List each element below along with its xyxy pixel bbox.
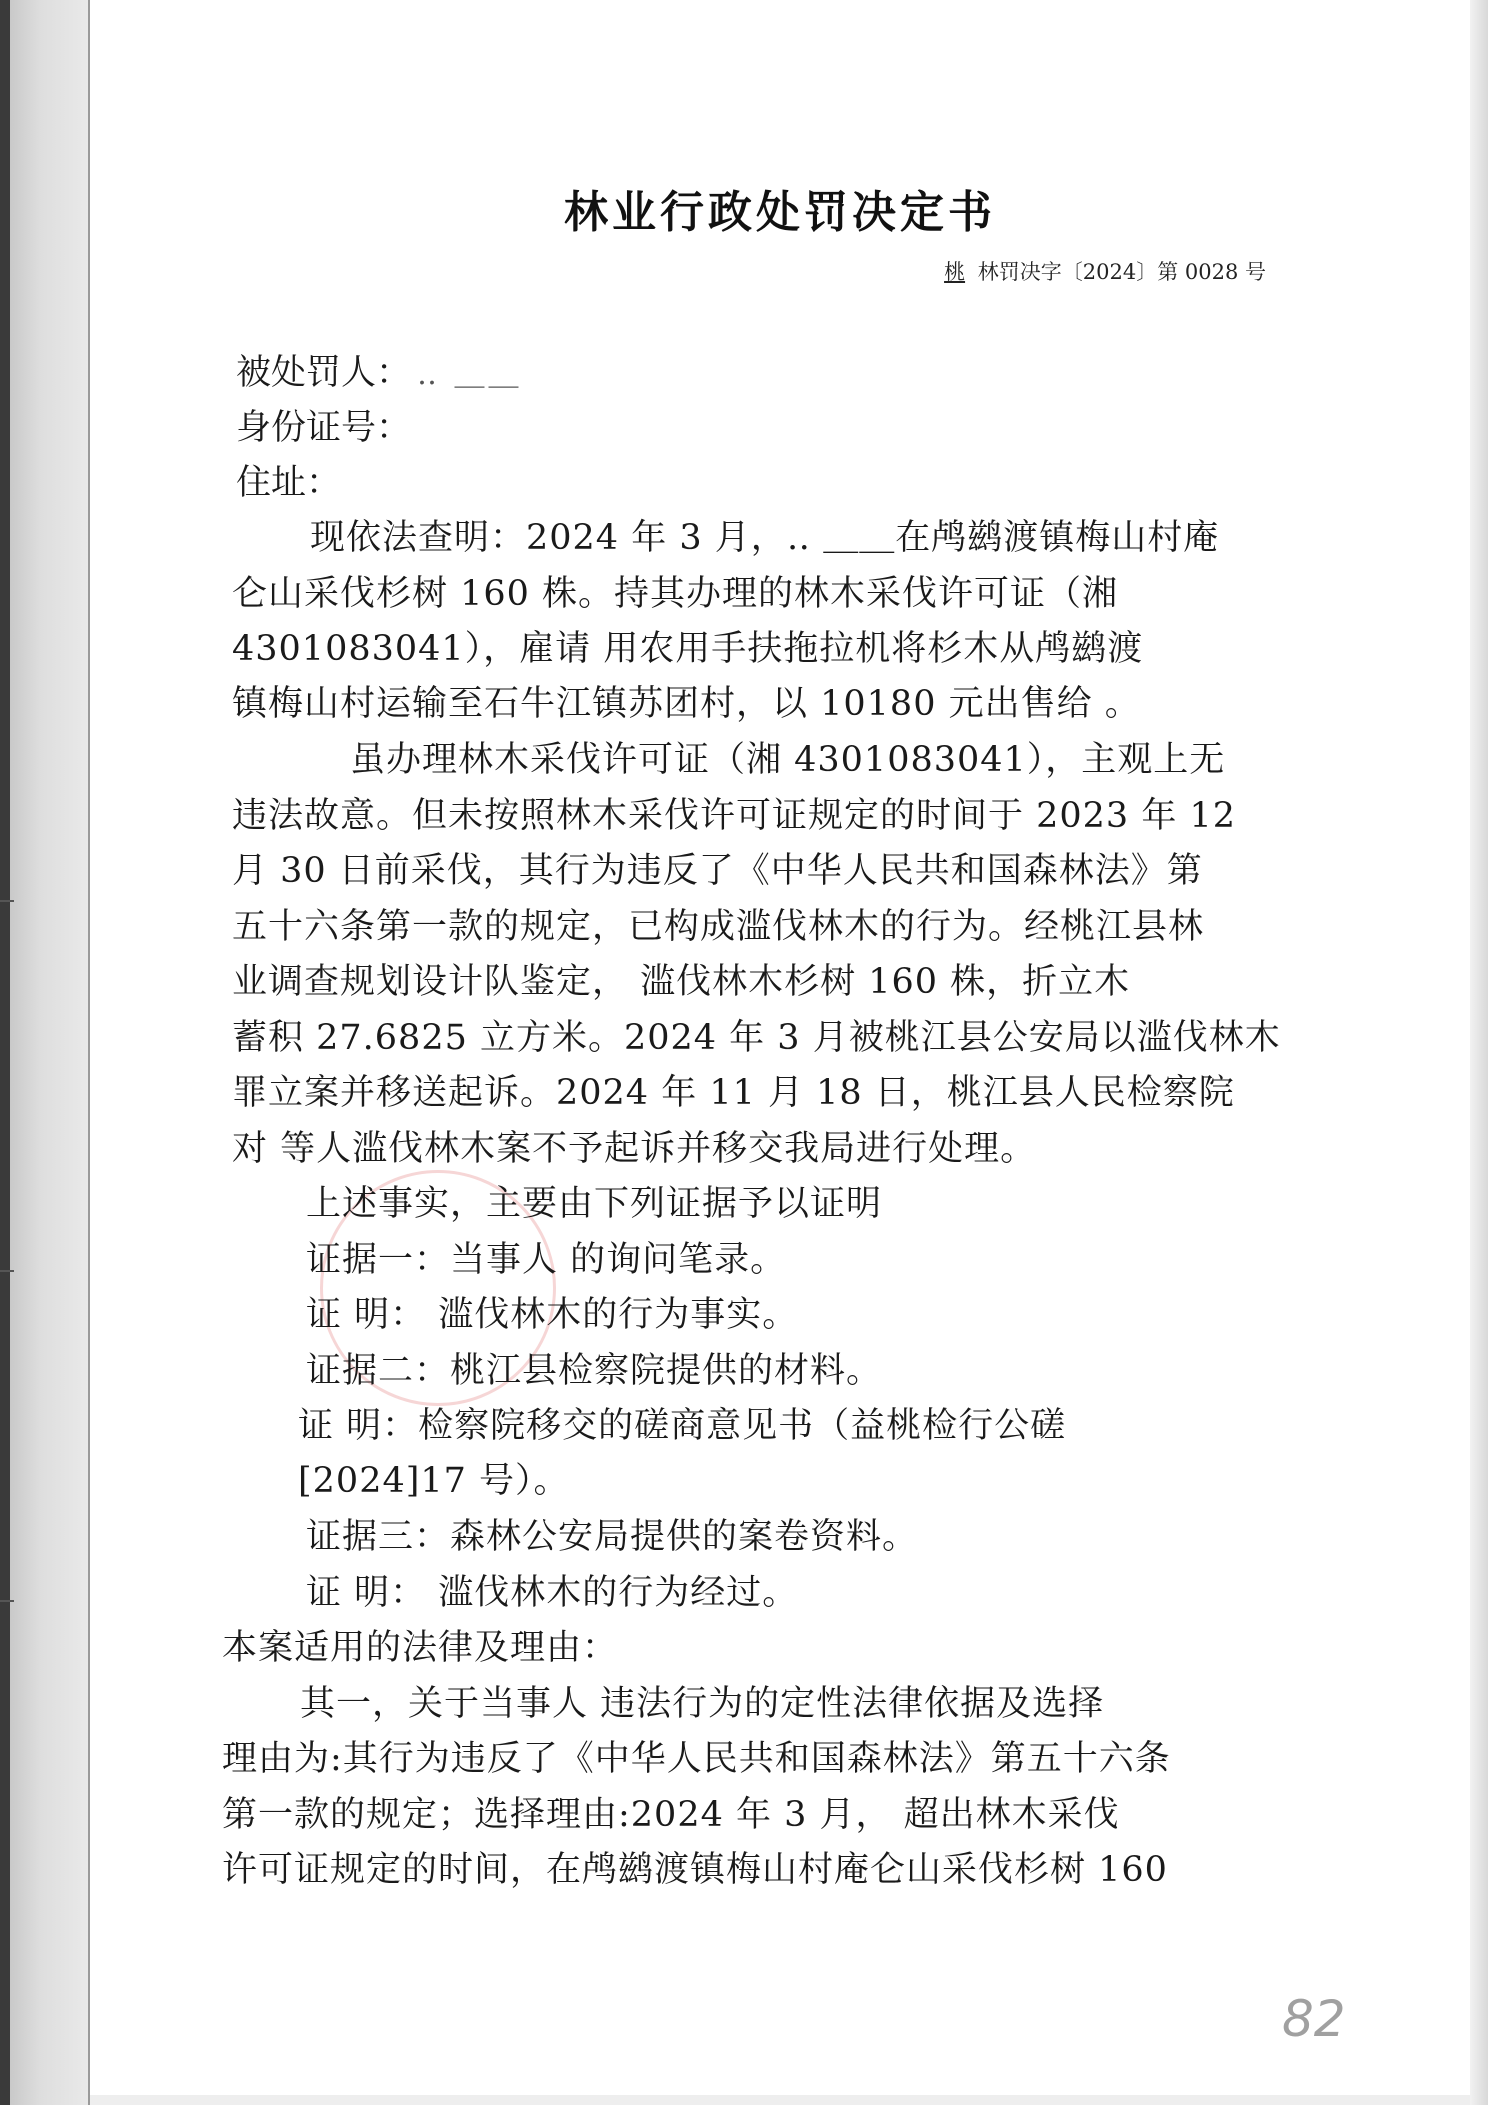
penalized-person-label: 被处罚人： bbox=[236, 353, 412, 393]
handwritten-page-number: 82 bbox=[1282, 1990, 1346, 2048]
document-number-text: 林罚决字〔2024〕第 0028 号 bbox=[977, 260, 1266, 284]
evidence-line: 证据一：当事人 的询问笔录。 bbox=[306, 1240, 787, 1280]
body-line: 罪立案并移送起诉。2024 年 11 月 18 日，桃江县人民检察院 bbox=[232, 1073, 1235, 1113]
binding-fold-line bbox=[88, 0, 90, 2105]
body-line: 许可证规定的时间，在鸬鹚渡镇梅山村庵仑山采伐杉树 160 bbox=[222, 1850, 1168, 1890]
body-line: 业调查规划设计队鉴定， 滥伐林木杉树 160 株，折立木 bbox=[232, 962, 1131, 1002]
body-line: 第一款的规定；选择理由:2024 年 3 月， 超出林木采伐 bbox=[222, 1795, 1120, 1835]
binding-tick bbox=[0, 900, 14, 902]
document-number-prefix: 桃 bbox=[944, 260, 966, 284]
body-line: 虽办理林木采伐许可证（湘 4301083041），主观上无 bbox=[350, 740, 1226, 780]
body-line: 现依法查明：2024 年 3 月，‥ ＿＿在鸬鹚渡镇梅山村庵 bbox=[310, 518, 1220, 558]
penalized-person-field bbox=[236, 345, 523, 395]
body-line: 月 30 日前采伐，其行为违反了《中华人民共和国森林法》第 bbox=[232, 851, 1203, 891]
binding-tick bbox=[0, 1600, 14, 1602]
body-line: 违法故意。但未按照林木采伐许可证规定的时间于 2023 年 12 bbox=[232, 796, 1236, 836]
evidence-line: 证 明： 滥伐林木的行为事实。 bbox=[306, 1295, 799, 1335]
body-line: 五十六条第一款的规定，已构成滥伐林木的行为。经桃江县林 bbox=[232, 907, 1205, 947]
body-line: 镇梅山村运输至石牛江镇苏团村，以 10180 元出售给 。 bbox=[232, 684, 1141, 724]
id-number-field bbox=[236, 400, 411, 450]
evidence-line: 证据二：桃江县检察院提供的材料。 bbox=[306, 1351, 883, 1391]
evidence-line: 证 明：检察院移交的磋商意见书（益桃检行公磋 bbox=[298, 1406, 1067, 1446]
body-line: 仑山采伐杉树 160 株。持其办理的林木采伐许可证（湘 bbox=[232, 574, 1119, 614]
penalized-person-redaction: ‥ ＿＿ bbox=[417, 357, 523, 392]
evidence-line: 证 明： 滥伐林木的行为经过。 bbox=[306, 1573, 799, 1613]
body-line: 4301083041），雇请 用农用手扶拖拉机将杉木从鸬鹚渡 bbox=[232, 629, 1144, 669]
id-number-label: 身份证号： bbox=[236, 408, 412, 448]
binding-edge bbox=[0, 0, 10, 2105]
address-label: 住址： bbox=[236, 463, 342, 503]
page-bottom-edge bbox=[90, 2095, 1470, 2105]
evidence-line: [2024]17 号）。 bbox=[298, 1461, 570, 1501]
evidence-line: 证据三：森林公安局提供的案卷资料。 bbox=[306, 1517, 919, 1557]
document-title: 林业行政处罚决定书 bbox=[564, 187, 996, 238]
body-line: 对 等人滥伐林木案不予起诉并移交我局进行处理。 bbox=[232, 1129, 1037, 1169]
address-field bbox=[236, 455, 341, 505]
page-right-edge bbox=[1470, 0, 1488, 2105]
binding-tick bbox=[0, 1270, 14, 1272]
binding-shadow bbox=[10, 0, 88, 2105]
body-line: 理由为:其行为违反了《中华人民共和国森林法》第五十六条 bbox=[222, 1739, 1171, 1779]
document-number bbox=[938, 256, 1266, 286]
evidence-intro-line: 上述事实，主要由下列证据予以证明 bbox=[306, 1184, 883, 1224]
body-line: 其一，关于当事人 违法行为的定性法律依据及选择 bbox=[300, 1684, 1105, 1724]
section-heading: 本案适用的法律及理由： bbox=[222, 1628, 619, 1668]
body-line: 蓄积 27.6825 立方米。2024 年 3 月被桃江县公安局以滥伐林木 bbox=[232, 1018, 1281, 1058]
